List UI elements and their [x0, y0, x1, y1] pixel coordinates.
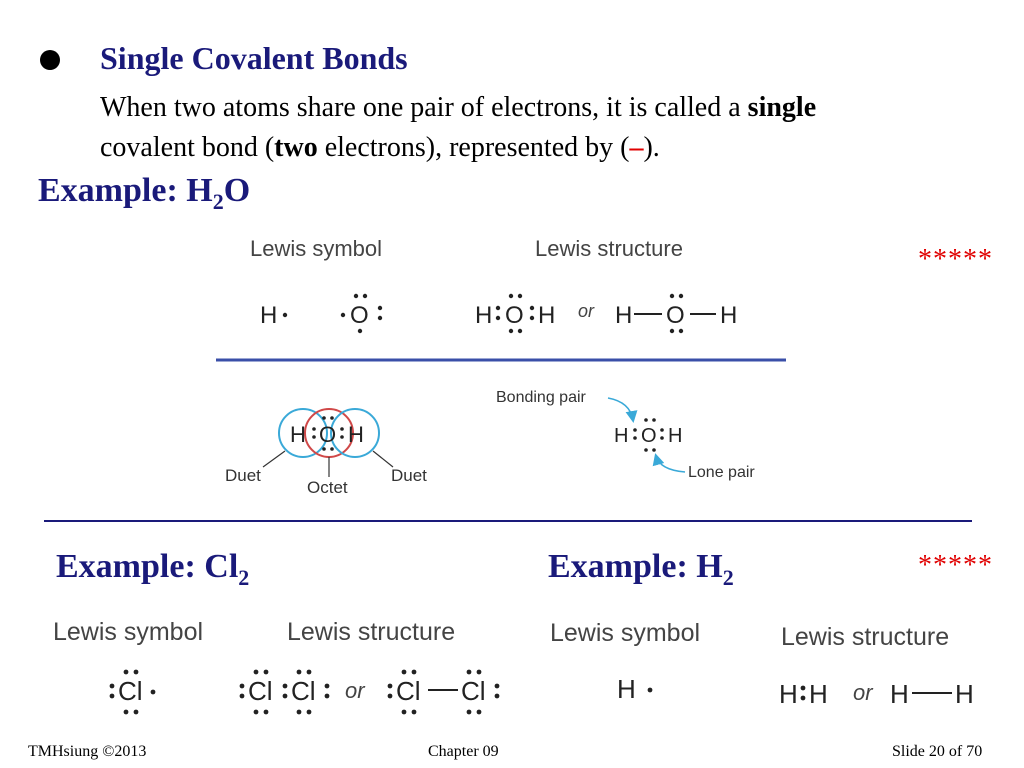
body-bold-two: two — [274, 132, 318, 163]
h2-structure-h1: H — [779, 679, 798, 709]
pairs-h-left: H — [614, 425, 629, 447]
h2o-symbol-h: H — [260, 302, 278, 329]
example-cl2-prefix: Example: Cl — [56, 548, 239, 585]
example-h2-prefix: Example: H — [548, 548, 723, 585]
cl2-lewis-structure-label: Lewis structure — [287, 618, 456, 646]
cl2-structure-cl2: Cl — [291, 676, 316, 706]
example-h2-sub: 2 — [722, 564, 734, 590]
h2-lewis-symbol-label: Lewis symbol — [550, 619, 701, 647]
h2o-structure-o: O — [505, 302, 524, 329]
stars-top: ***** — [918, 244, 993, 275]
cl2-structure2-cl2: Cl — [461, 676, 486, 706]
h2o-structure2-h2: H — [720, 302, 738, 329]
h2-structure2-h1: H — [890, 679, 909, 709]
duet-left-label: Duet — [225, 466, 261, 485]
body-bold-single: single — [747, 92, 817, 123]
pairs-h-right: H — [668, 425, 683, 447]
circle-h-left: H — [290, 422, 306, 447]
h2o-structure2-h1: H — [615, 302, 633, 329]
h2o-lewis-symbol-label: Lewis symbol — [250, 236, 383, 261]
bonding-pair-label: Bonding pair — [496, 389, 586, 406]
cl2-lewis-symbol-label: Lewis symbol — [53, 618, 204, 646]
h2o-duet-octet-figure — [215, 405, 460, 500]
circle-o: O — [319, 422, 337, 447]
h2-symbol-h: H — [617, 674, 636, 704]
example-cl2-heading — [56, 548, 249, 591]
h2-lewis-structure-label: Lewis structure — [781, 623, 950, 651]
example-cl2-sub: 2 — [238, 564, 250, 590]
body-text-4: ). — [643, 132, 660, 163]
body-text-3: electrons), represented by ( — [317, 132, 630, 163]
example-h2o-suffix: O — [223, 172, 251, 209]
bullet-heading: Single Covalent Bonds — [100, 40, 408, 76]
h2-structure2-h2: H — [955, 679, 974, 709]
h2-lewis-figure — [545, 608, 995, 720]
cl2-structure-cl1: Cl — [248, 676, 273, 706]
example-h2o-prefix: Example: H — [38, 172, 213, 209]
example-h2-heading — [548, 548, 734, 591]
body-dash: – — [629, 132, 644, 163]
h2o-structure-h1: H — [475, 302, 493, 329]
h2o-structure2-o: O — [666, 302, 685, 329]
h2-structure-h2: H — [809, 679, 828, 709]
h2o-or-label: or — [578, 301, 595, 321]
octet-label: Octet — [307, 478, 348, 497]
bullet-dot — [40, 50, 60, 70]
section-divider — [44, 520, 972, 522]
cl2-or-label: or — [345, 678, 365, 703]
footer-right: Slide 20 of 70 — [892, 743, 983, 760]
h2o-lewis-figure — [210, 228, 790, 368]
body-text-1: When two atoms share one pair of electrons, it is called a — [100, 92, 748, 123]
pairs-o: O — [641, 425, 657, 447]
lone-pair-label: Lone pair — [688, 464, 755, 481]
h2o-symbol-o: O — [350, 302, 369, 329]
duet-right-label: Duet — [391, 466, 427, 485]
h2-or-label: or — [853, 680, 873, 705]
footer-center: Chapter 09 — [428, 743, 499, 760]
h2o-structure-h2: H — [538, 302, 556, 329]
h2o-lewis-structure-label: Lewis structure — [535, 236, 683, 261]
bullet-body — [100, 88, 1000, 168]
cl2-symbol-cl: Cl — [118, 676, 143, 706]
example-h2o-heading — [38, 172, 250, 215]
cl2-structure2-cl1: Cl — [396, 676, 421, 706]
circle-h-right: H — [348, 422, 364, 447]
body-text-2: covalent bond ( — [100, 132, 275, 163]
stars-bottom: ***** — [918, 550, 993, 581]
example-h2o-sub: 2 — [212, 188, 224, 214]
footer-left: TMHsiung ©2013 — [28, 743, 147, 760]
cl2-lewis-figure — [45, 608, 515, 720]
h2o-pairs-figure — [490, 380, 775, 490]
